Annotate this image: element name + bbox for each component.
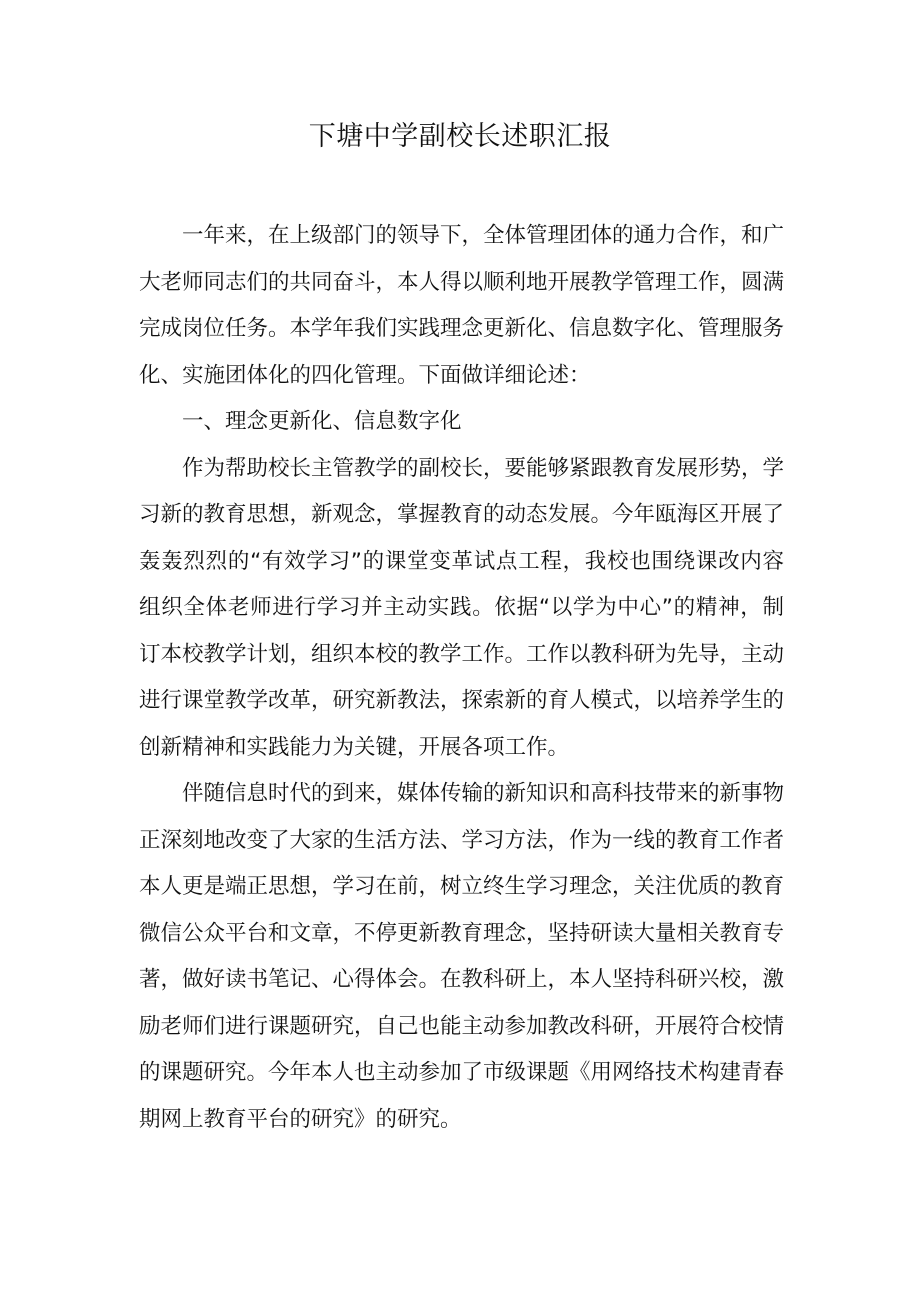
paragraph-philosophy: 作为帮助校长主管教学的副校长，要能够紧跟教育发展形势，学习新的教育思想，新观念，掌握教育的动态发展。今年瓯海区开展了轰轰烈烈的“有效学习”的课堂变革试点工程，我校也围绕课改内容组织全体老师进行学习并主动实践。依据“以学为中心”的精神，制订本校教学计划，组织本校的教学工作。工作以教科研为先导，主动进行课堂教学改革，研究新教法，探索新的育人模式，以培养学生的创新精神和实践能力为关键，开展各项工作。 bbox=[139, 455, 785, 760]
paragraph-intro: 一年来，在上级部门的领导下，全体管理团体的通力合作，和广大老师同志们的共同奋斗，本人得以顺利地开展教学管理工作，圆满完成岗位任务。本学年我们实践理念更新化、信息数字化、管理服务化、实施团体化的四化管理。下面做详细论述： bbox=[139, 223, 785, 388]
document-body bbox=[139, 213, 784, 1143]
paragraph-information: 伴随信息时代的到来，媒体传输的新知识和高科技带来的新事物正深刻地改变了大家的生活方法、学习方法，作为一线的教育工作者本人更是端正思想，学习在前，树立终生学习理念，关注优质的教育微信公众平台和文章，不停更新教育理念，坚持研读大量相关教育专著，做好读书笔记、心得体会。在教科研上，本人坚持科研兴校，激励老师们进行课题研究，自己也能主动参加教改科研，开展符合校情的课题研究。今年本人也主动参加了市级课题《用网络技术构建青春期网上教育平台的研究》的研究。 bbox=[139, 781, 785, 1132]
section-heading-1: 一、理念更新化、信息数字化 bbox=[182, 409, 462, 434]
document-title: 下塘中学副校长述职汇报 bbox=[308, 121, 612, 152]
